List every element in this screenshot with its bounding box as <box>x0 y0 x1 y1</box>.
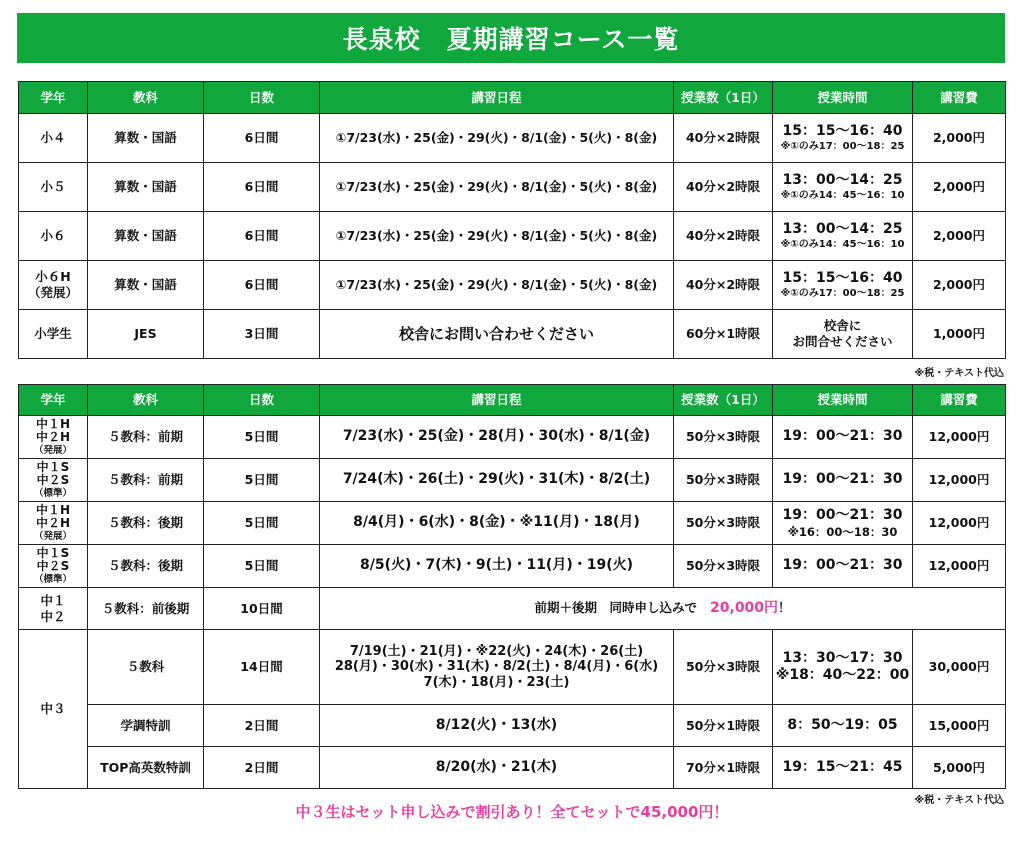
classes-cell: 50分×1時限 <box>674 705 773 747</box>
junior-high-course-table <box>18 384 1006 789</box>
schedule-cell: 校舎にお問い合わせください <box>320 310 674 359</box>
time-cell: 15：15〜16：40 ※①のみ17：00〜18：25 <box>773 114 913 163</box>
table-row <box>19 163 1006 212</box>
header-classes: 授業数（1日） <box>674 82 773 114</box>
fee-cell: 12,000円 <box>913 459 1006 502</box>
table-row <box>19 114 1006 163</box>
subject-cell: JES <box>88 310 204 359</box>
time-cell: 19：15〜21：45 <box>773 747 913 789</box>
subject-cell: 算数・国語 <box>88 163 204 212</box>
header-grade: 学年 <box>19 385 88 416</box>
header-fee: 講習費 <box>913 82 1006 114</box>
time-cell: 8：50〜19：05 <box>773 705 913 747</box>
subject-cell: TOP高英数特訓 <box>88 747 204 789</box>
days-cell: 5日間 <box>204 459 320 502</box>
time-cell: 19：00〜21：30 <box>773 545 913 588</box>
time-cell: 19：00〜21：30 <box>773 459 913 502</box>
time-cell: 13：00〜14：25 ※①のみ14：45〜16：10 <box>773 163 913 212</box>
fee-cell: 12,000円 <box>913 545 1006 588</box>
table-row <box>19 705 1006 747</box>
schedule-cell: 7/19(土)・21(月)・※22(火)・24(木)・26(土) 28(月)・30(水)・31(木)・8/2(土)・8/4(月)・6(水) 7(木)・18(月)・23(土) <box>320 630 674 705</box>
header-classes: 授業数（1日） <box>674 385 773 416</box>
grade-cell: 中３ <box>19 630 88 789</box>
subject-cell: ５教科：後期 <box>88 502 204 545</box>
classes-cell: 40分×2時限 <box>674 212 773 261</box>
classes-cell: 40分×2時限 <box>674 261 773 310</box>
header-subject: 教科 <box>88 82 204 114</box>
table-row <box>19 212 1006 261</box>
classes-cell: 40分×2時限 <box>674 163 773 212</box>
table-row <box>19 459 1006 502</box>
classes-cell: 50分×3時限 <box>674 545 773 588</box>
table-row-combo <box>19 588 1006 630</box>
tax-note: ※税・テキスト代込 <box>914 368 1004 379</box>
header-days: 日数 <box>204 82 320 114</box>
subject-cell: ５教科：前期 <box>88 416 204 459</box>
days-cell: 2日間 <box>204 705 320 747</box>
schedule-cell: 7/24(木)・26(土)・29(火)・31(木)・8/2(土) <box>320 459 674 502</box>
time-cell: 19：00〜21：30 <box>773 416 913 459</box>
schedule-cell: 8/5(火)・7(木)・9(土)・11(月)・19(火) <box>320 545 674 588</box>
time-cell: 15：15〜16：40 ※①のみ17：00〜18：25 <box>773 261 913 310</box>
grade-cell: 小学生 <box>19 310 88 359</box>
discount-notice: 中３生はセット申し込みで割引あり！全てセットで45,000円！ <box>295 803 729 821</box>
fee-cell: 12,000円 <box>913 416 1006 459</box>
days-cell: 6日間 <box>204 163 320 212</box>
header-grade: 学年 <box>19 82 88 114</box>
days-cell: 5日間 <box>204 502 320 545</box>
subject-cell: ５教科：前期 <box>88 459 204 502</box>
combo-offer-cell: 前期＋後期 同時申し込みで 20,000円！ <box>320 588 1006 630</box>
header-schedule: 講習日程 <box>320 82 674 114</box>
days-cell: 2日間 <box>204 747 320 789</box>
fee-cell: 30,000円 <box>913 630 1006 705</box>
subject-cell: ５教科 <box>88 630 204 705</box>
schedule-cell: 7/23(水)・25(金)・28(月)・30(水)・8/1(金) <box>320 416 674 459</box>
subject-cell: 算数・国語 <box>88 212 204 261</box>
classes-cell: 50分×3時限 <box>674 459 773 502</box>
grade-cell: 小５ <box>19 163 88 212</box>
fee-cell: 5,000円 <box>913 747 1006 789</box>
subject-cell: 算数・国語 <box>88 114 204 163</box>
header-time: 授業時間 <box>773 82 913 114</box>
schedule-cell: ①7/23(水)・25(金)・29(火)・8/1(金)・5(火)・8(金) <box>320 261 674 310</box>
time-cell: 13：00〜14：25 ※①のみ14：45〜16：10 <box>773 212 913 261</box>
schedule-cell: 8/12(火)・13(水) <box>320 705 674 747</box>
days-cell: 5日間 <box>204 545 320 588</box>
days-cell: 14日間 <box>204 630 320 705</box>
days-cell: 6日間 <box>204 212 320 261</box>
table-row <box>19 630 1006 705</box>
classes-cell: 50分×3時限 <box>674 630 773 705</box>
grade-cell: 中１H 中２H （発展） <box>19 416 88 459</box>
classes-cell: 40分×2時限 <box>674 114 773 163</box>
schedule-cell: 8/20(水)・21(木) <box>320 747 674 789</box>
elementary-course-table <box>18 81 1006 359</box>
classes-cell: 70分×1時限 <box>674 747 773 789</box>
header-fee: 講習費 <box>913 385 1006 416</box>
time-cell: 校舎に お問合せください <box>773 310 913 359</box>
table-row <box>19 261 1006 310</box>
grade-cell: 小４ <box>19 114 88 163</box>
fee-cell: 2,000円 <box>913 163 1006 212</box>
schedule-cell: ①7/23(水)・25(金)・29(火)・8/1(金)・5(火)・8(金) <box>320 163 674 212</box>
time-cell: 19：00〜21：30 ※16：00〜18：30 <box>773 502 913 545</box>
fee-cell: 2,000円 <box>913 261 1006 310</box>
classes-cell: 60分×1時限 <box>674 310 773 359</box>
table-row <box>19 545 1006 588</box>
table-header-row <box>19 385 1006 416</box>
grade-cell: 中１S 中２S （標準） <box>19 545 88 588</box>
grade-cell: 中１H 中２H （発展） <box>19 502 88 545</box>
table-row <box>19 502 1006 545</box>
fee-cell: 15,000円 <box>913 705 1006 747</box>
table-row <box>19 310 1006 359</box>
schedule-cell: ①7/23(水)・25(金)・29(火)・8/1(金)・5(火)・8(金) <box>320 114 674 163</box>
days-cell: 6日間 <box>204 261 320 310</box>
header-time: 授業時間 <box>773 385 913 416</box>
table-row <box>19 747 1006 789</box>
grade-cell: 中１ 中２ <box>19 588 88 630</box>
grade-cell: 中１S 中２S （標準） <box>19 459 88 502</box>
classes-cell: 50分×3時限 <box>674 416 773 459</box>
days-cell: 5日間 <box>204 416 320 459</box>
days-cell: 6日間 <box>204 114 320 163</box>
fee-cell: 12,000円 <box>913 502 1006 545</box>
subject-cell: ５教科：前後期 <box>88 588 204 630</box>
time-cell: 13：30〜17：30 ※18：40〜22：00 <box>773 630 913 705</box>
tax-note: ※税・テキスト代込 <box>914 795 1004 806</box>
header-schedule: 講習日程 <box>320 385 674 416</box>
days-cell: 3日間 <box>204 310 320 359</box>
page-title: 長泉校 夏期講習コース一覧 <box>17 13 1005 63</box>
table-header-row <box>19 82 1006 114</box>
grade-cell: 小６ <box>19 212 88 261</box>
grade-cell: 小６H （発展） <box>19 261 88 310</box>
fee-cell: 2,000円 <box>913 212 1006 261</box>
subject-cell: 算数・国語 <box>88 261 204 310</box>
schedule-cell: ①7/23(水)・25(金)・29(火)・8/1(金)・5(火)・8(金) <box>320 212 674 261</box>
classes-cell: 50分×3時限 <box>674 502 773 545</box>
subject-cell: 学調特訓 <box>88 705 204 747</box>
fee-cell: 1,000円 <box>913 310 1006 359</box>
header-days: 日数 <box>204 385 320 416</box>
subject-cell: ５教科：後期 <box>88 545 204 588</box>
days-cell: 10日間 <box>204 588 320 630</box>
table-row <box>19 416 1006 459</box>
fee-cell: 2,000円 <box>913 114 1006 163</box>
header-subject: 教科 <box>88 385 204 416</box>
schedule-cell: 8/4(月)・6(水)・8(金)・※11(月)・18(月) <box>320 502 674 545</box>
